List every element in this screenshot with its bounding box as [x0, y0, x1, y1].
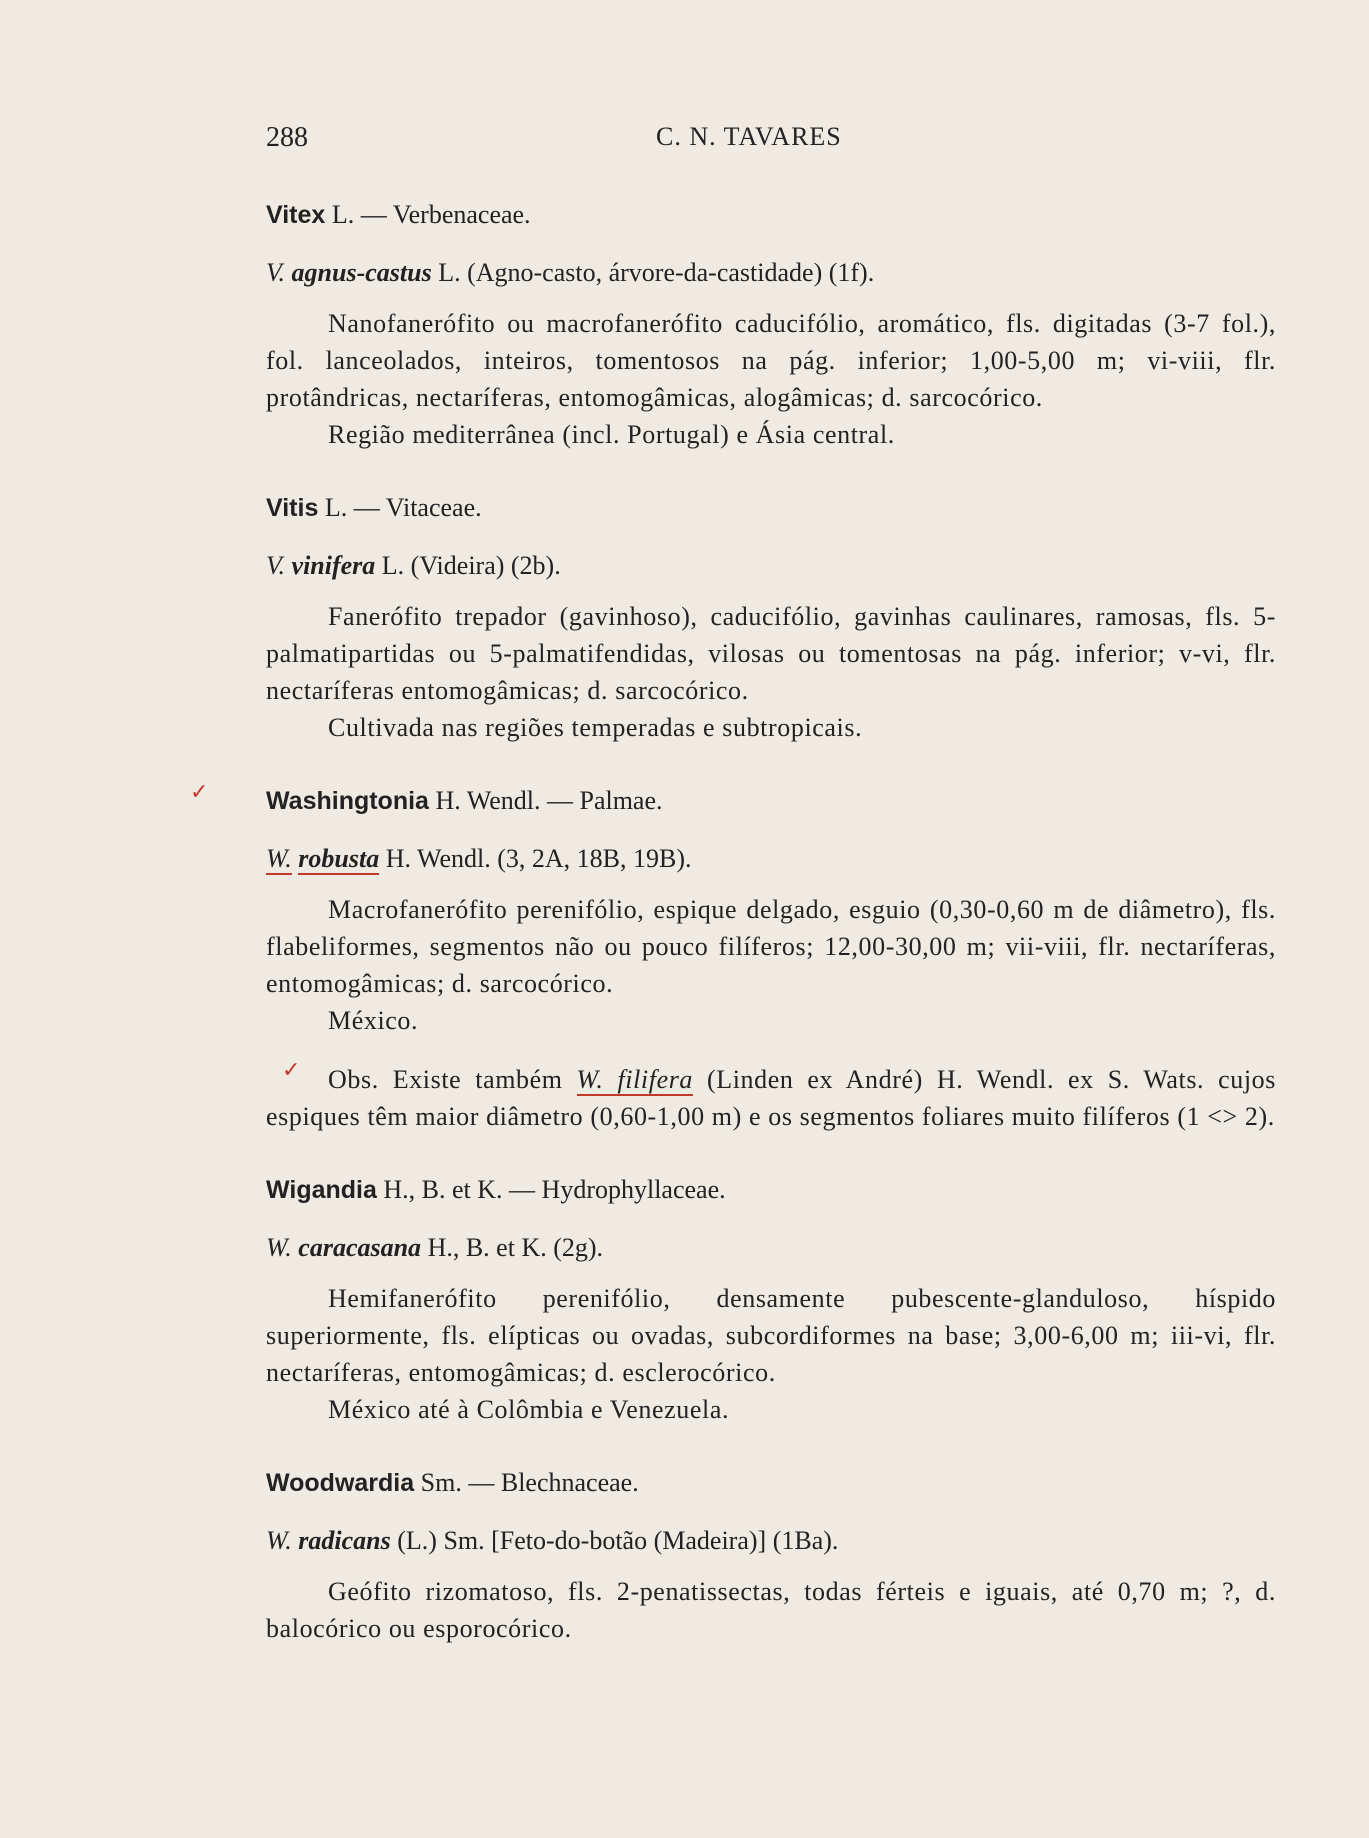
genus-author: H., B. et K. — Hydrophyllaceae. — [383, 1175, 726, 1204]
handwritten-check-mark: ✓ — [282, 1058, 301, 1083]
genus-author: L. — Vitaceae. — [324, 493, 482, 522]
species-heading — [266, 547, 1276, 584]
species-rest: H. Wendl. (3, 2A, 18B, 19B). — [385, 844, 692, 873]
species-region: Cultivada nas regiões temperadas e subtropicais. — [328, 713, 863, 742]
species-description: Geófito rizomatoso, fls. 2-penatissectas, todas férteis e iguais, até 0,70 m; ?, d. balocórico ou esporocórico. — [266, 1577, 1276, 1643]
species-epithet: agnus-castus — [291, 258, 432, 287]
species-heading — [266, 1522, 1276, 1559]
genus-author: H. Wendl. — Palmae. — [435, 786, 663, 815]
handwritten-check-mark: ✓ — [190, 780, 209, 805]
species-rest: L. (Agno-casto, árvore-da-castidade) (1f). — [438, 258, 875, 287]
document-body — [266, 196, 1276, 1683]
genus-heading — [266, 489, 1276, 527]
species-abbr: W. — [266, 1526, 292, 1555]
species-epithet: caracasana — [298, 1233, 422, 1262]
page-header — [266, 122, 1276, 162]
page-number: 288 — [266, 122, 308, 153]
species-heading — [266, 254, 1276, 291]
species-heading — [266, 1229, 1276, 1266]
species-rest: L. (Videira) (2b). — [381, 551, 561, 580]
genus-heading — [266, 196, 1276, 234]
observation-note — [266, 1061, 1276, 1135]
species-region: Região mediterrânea (incl. Portugal) e Ásia central. — [328, 420, 895, 449]
obs-species: W. filifera — [576, 1065, 694, 1094]
genus-name: Wigandia — [266, 1176, 377, 1204]
genus-name: Woodwardia — [266, 1469, 415, 1497]
species-abbr: V. — [266, 551, 286, 580]
species-region: México até à Colômbia e Venezuela. — [328, 1395, 730, 1424]
obs-prefix: Obs. Existe também — [328, 1065, 563, 1094]
genus-heading — [266, 782, 1276, 820]
genus-entry — [266, 196, 1276, 453]
genus-entry — [266, 1464, 1276, 1647]
species-description: Nanofanerófito ou macrofanerófito caducifólio, aromático, fls. digitadas (3-7 fol.), fol. lanceolados, inteiros, tomentosos na pág. inferior; 1,00-5,00 m; vi-viii, flr. protândricas, nectaríferas, entomogâmicas, alogâmicas; d. sarcocórico. — [266, 309, 1276, 412]
running-title: C. N. TAVARES — [656, 122, 842, 151]
species-epithet: vinifera — [291, 551, 376, 580]
genus-entry — [266, 1171, 1276, 1428]
genus-author: Sm. — Blechnaceae. — [420, 1468, 639, 1497]
genus-heading — [266, 1464, 1276, 1502]
species-epithet: radicans — [298, 1526, 391, 1555]
genus-author: L. — Verbenaceae. — [331, 200, 531, 229]
species-heading — [266, 840, 1276, 877]
species-abbr: W. — [266, 1233, 292, 1262]
species-rest: H., B. et K. (2g). — [427, 1233, 604, 1262]
genus-heading — [266, 1171, 1276, 1209]
species-abbr: V. — [266, 258, 286, 287]
obs-rest: (Linden ex André) H. Wendl. ex S. Wats. cujos espiques têm maior diâmetro (0,60-1,00 m) e os segmentos foliares muito filíferos (1 <> 2). — [266, 1065, 1276, 1131]
genus-name: Vitex — [266, 201, 326, 229]
species-description: Fanerófito trepador (gavinhoso), caducifólio, gavinhas caulinares, ramosas, fls. 5-palmatipartidas ou 5-palmatifendidas, vilosas ou tomentosas na pág. inferior; v-vi, flr. nectaríferas entomogâmicas; d. sarcocórico. — [266, 602, 1276, 705]
species-rest: (L.) Sm. [Feto-do-botão (Madeira)] (1Ba). — [397, 1526, 839, 1555]
genus-entry — [266, 782, 1276, 1135]
species-description: Macrofanerófito perenifólio, espique delgado, esguio (0,30-0,60 m de diâmetro), fls. flabeliformes, segmentos não ou pouco filíferos; 12,00-30,00 m; vii-viii, flr. nectaríferas, entomogâmicas; d. sarcocórico. — [266, 895, 1276, 998]
genus-name: Vitis — [266, 494, 319, 522]
species-abbr: W. — [266, 844, 292, 873]
genus-entry — [266, 489, 1276, 746]
species-region: México. — [328, 1006, 419, 1035]
genus-name: Washingtonia — [266, 787, 429, 815]
species-description: Hemifanerófito perenifólio, densamente pubescente-glanduloso, híspido superiormente, fls. elípticas ou ovadas, subcordiformes na base; 3,00-6,00 m; iii-vi, flr. nectaríferas, entomogâmicas; d. esclerocórico. — [266, 1284, 1276, 1387]
species-epithet: robusta — [298, 844, 380, 873]
